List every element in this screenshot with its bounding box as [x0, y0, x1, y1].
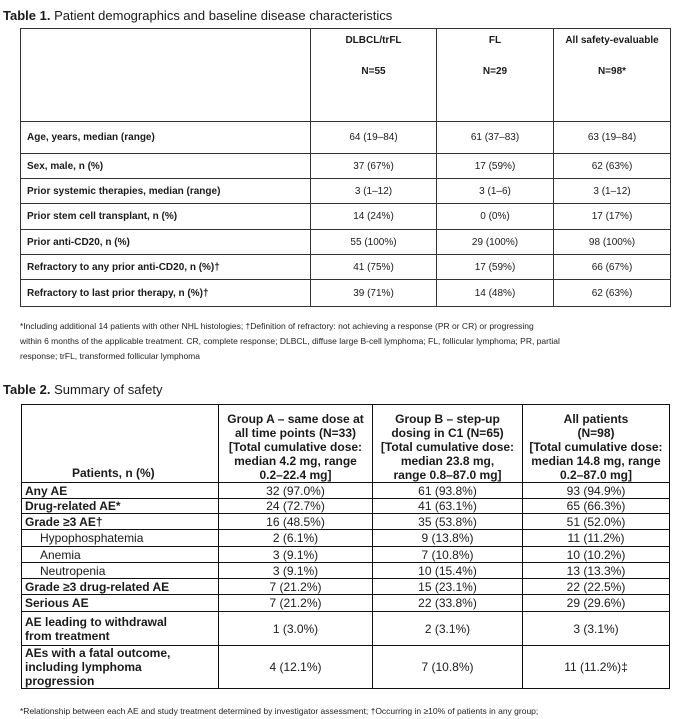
row-label-line: from treatment: [25, 628, 110, 643]
table2-number: Table 2.: [3, 382, 51, 397]
table-cell: 32 (97.0%): [219, 483, 373, 499]
table2-caption: [3, 382, 162, 397]
footnote-line: within 6 months of the applicable treatment. CR, complete response; DLBCL, diffuse large B-cell lymphoma; FL, follicular lymphoma; PR, partial: [20, 336, 560, 346]
table2-row: [22, 483, 670, 499]
table-cell: 7 (21.2%): [219, 595, 373, 612]
row-label: [22, 579, 219, 595]
row-label: [22, 547, 219, 563]
table-cell: 7 (10.8%): [373, 547, 523, 563]
footnote-line: *Including additional 14 patients with other NHL histologies; †Definition of refractory: not achieving a response (PR or CR) or progressing: [20, 321, 534, 331]
table-cell: 65 (66.3%): [523, 499, 670, 514]
table-cell: 3 (3.1%): [523, 612, 670, 646]
row-label: Sex, male, n (%): [21, 154, 311, 179]
column-header-line: Group A – same dose at: [227, 412, 364, 426]
table2-row: [22, 499, 670, 514]
table-cell: 17 (59%): [437, 255, 554, 280]
row-label: [22, 563, 219, 579]
table-cell: 41 (75%): [311, 255, 437, 280]
table-cell: 62 (63%): [554, 280, 671, 307]
table2-column-header: [373, 405, 523, 483]
column-header-line: median 14.8 mg, range: [531, 454, 661, 468]
column-name: FL: [488, 35, 502, 46]
row-label-line: AE leading to withdrawal: [25, 614, 168, 629]
table-cell: 66 (67%): [554, 255, 671, 280]
column-header-line: all time points (N=33): [234, 426, 357, 440]
table1-column-header: [437, 29, 554, 122]
row-label-line: Drug-related AE*: [25, 499, 121, 513]
table1-row: [21, 280, 671, 307]
row-label: [22, 595, 219, 612]
table-cell: 39 (71%): [311, 280, 437, 307]
table2-row: [22, 612, 670, 646]
table-cell: 7 (21.2%): [219, 579, 373, 595]
table-cell: 98 (100%): [554, 230, 671, 255]
row-label-line: AEs with a fatal outcome,: [25, 646, 171, 660]
table2-header-row: [22, 405, 670, 483]
row-label-line: including lymphoma: [25, 660, 142, 674]
table-cell: 14 (24%): [311, 204, 437, 230]
table2-title: Summary of safety: [54, 382, 163, 397]
row-label: Refractory to last prior therapy, n (%)†: [21, 280, 311, 307]
row-label-line: Grade ≥3 AE†: [25, 514, 103, 529]
table-cell: 14 (48%): [437, 280, 554, 307]
table2: [21, 404, 670, 689]
row-label: [22, 530, 219, 547]
row-label-line: Neutropenia: [40, 563, 106, 578]
row-label: [22, 483, 219, 499]
row-label: Age, years, median (range): [21, 122, 311, 154]
column-header-line: Group B – step-up: [395, 412, 500, 426]
column-header-line: 0.2–87.0 mg]: [559, 468, 633, 482]
table2-row: [22, 595, 670, 612]
table-cell: 11 (11.2%): [523, 530, 670, 547]
table-cell: 3 (1–6): [437, 179, 554, 204]
table-cell: 3 (9.1%): [219, 547, 373, 563]
table-cell: 13 (13.3%): [523, 563, 670, 579]
column-n: N=29: [482, 66, 508, 77]
table-cell: 93 (94.9%): [523, 483, 670, 499]
column-header-line: All patients: [563, 412, 629, 426]
column-header-line: median 4.2 mg, range: [234, 454, 357, 468]
table-cell: 3 (9.1%): [219, 563, 373, 579]
column-header-line: [Total cumulative dose:: [380, 440, 515, 454]
row-label: Prior anti-CD20, n (%): [21, 230, 311, 255]
table2-row: [22, 563, 670, 579]
table-cell: 10 (10.2%): [523, 547, 670, 563]
table-cell: 29 (29.6%): [523, 595, 670, 612]
table-cell: 22 (22.5%): [523, 579, 670, 595]
table1-row: [21, 179, 671, 204]
table-cell: 62 (63%): [554, 154, 671, 179]
table-cell: 4 (12.1%): [219, 646, 373, 689]
table2-row: [22, 579, 670, 595]
table-cell: 17 (59%): [437, 154, 554, 179]
table-cell: 22 (33.8%): [373, 595, 523, 612]
table-cell: 15 (23.1%): [373, 579, 523, 595]
table1-corner-cell: [21, 29, 311, 122]
table1-number: Table 1.: [3, 8, 51, 23]
table1-caption: [3, 8, 392, 23]
row-label-line: Serious AE: [25, 596, 89, 610]
table-cell: 61 (37–83): [437, 122, 554, 154]
table1-row: [21, 255, 671, 280]
column-header-line: 0.2–22.4 mg]: [259, 468, 332, 482]
table1-column-header: [554, 29, 671, 122]
table1-row: [21, 230, 671, 255]
table1-row: [21, 154, 671, 179]
table-cell: 51 (52.0%): [523, 514, 670, 530]
table-cell: 17 (17%): [554, 204, 671, 230]
table-cell: 35 (53.8%): [373, 514, 523, 530]
table2-row: [22, 514, 670, 530]
column-n: N=55: [361, 66, 386, 77]
table1-footnote: [20, 319, 680, 364]
table-cell: 61 (93.8%): [373, 483, 523, 499]
column-header-line: range 0.8–87.0 mg]: [393, 468, 502, 482]
column-name: All safety-evaluable: [565, 35, 659, 46]
table-cell: 63 (19–84): [554, 122, 671, 154]
column-n: N=98*: [597, 66, 627, 77]
table1: [20, 28, 671, 307]
table-cell: 37 (67%): [311, 154, 437, 179]
column-header-line: dosing in C1 (N=65): [391, 426, 504, 440]
table2-row: [22, 646, 670, 689]
table-cell: 7 (10.8%): [373, 646, 523, 689]
column-header-line: [Total cumulative dose:: [529, 440, 663, 454]
row-label-line: Grade ≥3 drug-related AE: [25, 579, 170, 594]
table-cell: 11 (11.2%)‡: [523, 646, 670, 689]
row-label: [22, 646, 219, 689]
column-header-line: (N=98): [577, 426, 615, 440]
table1-row: [21, 122, 671, 154]
table2-column-header: [523, 405, 670, 483]
table-cell: 9 (13.8%): [373, 530, 523, 547]
footnote-line: response; trFL, transformed follicular lymphoma: [20, 351, 200, 361]
row-label-line: progression: [25, 674, 95, 688]
row-label: [22, 514, 219, 530]
table1-column-header: [311, 29, 437, 122]
table-cell: 29 (100%): [437, 230, 554, 255]
table-cell: 55 (100%): [311, 230, 437, 255]
column-header-line: [Total cumulative dose:: [228, 440, 363, 454]
table-cell: 24 (72.7%): [219, 499, 373, 514]
table2-row: [22, 547, 670, 563]
row-label: [22, 612, 219, 646]
row-header-label: Patients, n (%): [22, 405, 219, 483]
table-cell: 64 (19–84): [311, 122, 437, 154]
row-label: Prior stem cell transplant, n (%): [21, 204, 311, 230]
table-cell: 41 (63.1%): [373, 499, 523, 514]
row-label-line: Anemia: [40, 547, 81, 562]
column-name: DLBCL/trFL: [345, 35, 402, 46]
table2-column-header: [219, 405, 373, 483]
row-label: [22, 499, 219, 514]
table-cell: 16 (48.5%): [219, 514, 373, 530]
table-cell: 2 (3.1%): [373, 612, 523, 646]
table1-title: Patient demographics and baseline disease characteristics: [54, 8, 393, 23]
row-label-line: Hypophosphatemia: [40, 531, 144, 545]
table-cell: 3 (1–12): [554, 179, 671, 204]
table1-header-row: [21, 29, 671, 122]
table1-row: [21, 204, 671, 230]
row-label: Prior systemic therapies, median (range): [21, 179, 311, 204]
row-label: Refractory to any prior anti-CD20, n (%)†: [21, 255, 311, 280]
row-label-line: Any AE: [25, 483, 68, 498]
table-cell: 1 (3.0%): [219, 612, 373, 646]
column-header-line: median 23.8 mg,: [400, 454, 495, 468]
table2-footnote: *Relationship between each AE and study treatment determined by investigator assessment; †Occurring in ≥10% of patients in any group;: [20, 706, 539, 716]
table-cell: 2 (6.1%): [219, 530, 373, 547]
table-cell: 3 (1–12): [311, 179, 437, 204]
table-cell: 0 (0%): [437, 204, 554, 230]
table-cell: 10 (15.4%): [373, 563, 523, 579]
table2-row: [22, 530, 670, 547]
